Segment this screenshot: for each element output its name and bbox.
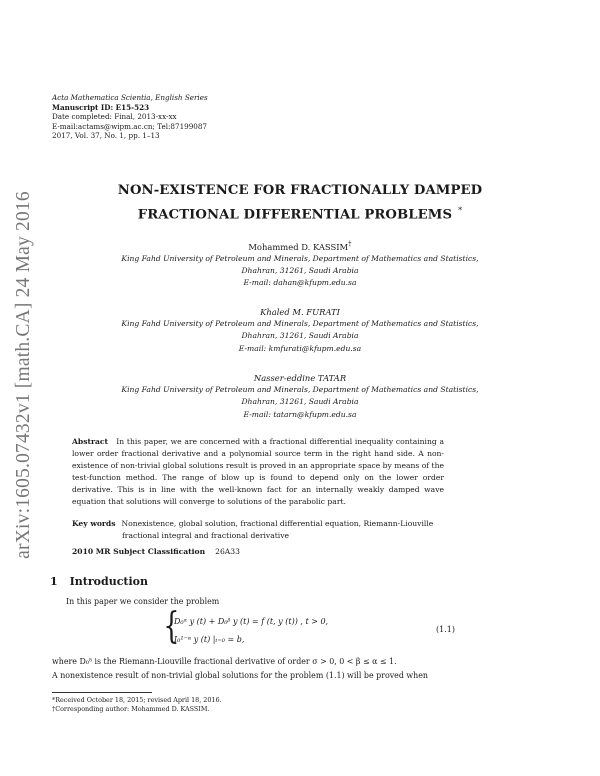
author-block [40, 372, 560, 421]
author-affiliation: King Fahd University of Petroleum and Minerals, Department of Mathematics and Statistics, [121, 385, 479, 395]
author-block [40, 238, 560, 290]
keywords [72, 518, 452, 542]
arxiv-stamp [10, 150, 38, 600]
abstract-text: In this paper, we are concerned with a fractional differential inequality containing a lower order fractional derivative and a polynomial source term in the right hand side. A non-existence of non-trivial global solutions result is proved in an appropriate space by means of the test-function method. The range of blow up is found to depend only on the lower order derivative. This is in line with the well-known fact for an internally weakly damped wave equation that solutions will converge to solutions of the parabolic part. [72, 437, 444, 507]
title-line-2: FRACTIONAL DIFFERENTIAL PROBLEMS * [137, 206, 463, 223]
footnote-corresponding: †Corresponding author: Mohammed D. KASSIM. [52, 705, 210, 713]
manuscript-id: Manuscript ID: E15-523 [52, 102, 150, 112]
msc-value: 26A33 [215, 547, 240, 556]
equation-line-1: D₀ᵅ y (t) + D₀ᵝ y (t) = f (t, y (t)) , t > 0, [174, 617, 329, 626]
author-email: E-mail: dahan@kfupm.edu.sa [243, 278, 357, 288]
paper-title [50, 181, 550, 225]
date-completed: Date completed: Final, 2013-xx-xx [52, 112, 177, 122]
author-address: Dhahran, 31261, Saudi Arabia [241, 397, 359, 407]
volume-info: 2017, Vol. 37, No. 1, pp. 1–13 [52, 131, 160, 141]
contact-info: E-mail:actams@wipm.ac.cn; Tel:87199087 [52, 121, 208, 131]
author-email: E-mail: kmfurati@kfupm.edu.sa [238, 343, 362, 353]
msc-label: 2010 MR Subject Classification [72, 547, 206, 556]
author-email-link[interactable]: kmfurati@kfupm.edu.sa [268, 343, 362, 353]
abstract [72, 436, 444, 509]
author-block [40, 306, 560, 355]
section-number: 1 [50, 575, 58, 588]
author-email-link[interactable]: tatarn@kfupm.edu.sa [273, 409, 357, 419]
journal-name: Acta Mathematica Scientia, English Series [52, 93, 208, 102]
author-name: Nasser-eddine TATAR [253, 373, 347, 383]
author-email-link[interactable]: dahan@kfupm.edu.sa [273, 278, 357, 288]
abstract-label: Abstract [72, 437, 109, 446]
section-heading [50, 575, 160, 588]
keywords-line-2: fractional integral and fractional derivative [122, 531, 289, 541]
body-line-next: A nonexistence result of non-trivial global solutions for the problem (1.1) will be proved when [52, 671, 428, 680]
author-affiliation: King Fahd University of Petroleum and Minerals, Department of Mathematics and Statistics, [121, 319, 479, 329]
body-line-where: where D₀ᵟ is the Riemann-Liouville fractional derivative of order σ > 0, 0 < β ≤ α ≤ 1. [52, 657, 397, 666]
author-email: E-mail: tatarn@kfupm.edu.sa [243, 409, 357, 419]
title-line-1: NON-EXISTENCE FOR FRACTIONALLY DAMPED [117, 183, 483, 198]
keywords-label: Key words [72, 519, 116, 528]
equation-brace: { [163, 606, 180, 647]
keywords-line-1: Nonexistence, global solution, fractional differential equation, Riemann-Liouville [121, 519, 434, 528]
intro-paragraph: In this paper we consider the problem [66, 597, 220, 606]
footnote-rule [52, 692, 152, 693]
msc-classification [72, 547, 240, 556]
section-title: Introduction [69, 575, 148, 588]
author-name: Mohammed D. KASSIM† [248, 240, 352, 252]
journal-header [52, 93, 208, 141]
author-name: Khaled M. FURATI [260, 307, 340, 317]
arxiv-stamp-text: arXiv:1605.07432v1 [math.CA] 24 May 2016 [13, 191, 34, 559]
equation-1-1 [160, 606, 460, 651]
equation-line-2: I₀¹⁻ᵅ y (t) |ₜ₌₀ = b, [174, 635, 245, 644]
footnote-received: *Received October 18, 2015; revised April 18, 2016. [52, 696, 222, 704]
title-footnote-mark: * [458, 206, 463, 215]
equation-number: (1.1) [436, 625, 455, 634]
author-address: Dhahran, 31261, Saudi Arabia [241, 331, 359, 341]
author-address: Dhahran, 31261, Saudi Arabia [241, 266, 359, 276]
author-affiliation: King Fahd University of Petroleum and Minerals, Department of Mathematics and Statistics, [121, 254, 479, 263]
